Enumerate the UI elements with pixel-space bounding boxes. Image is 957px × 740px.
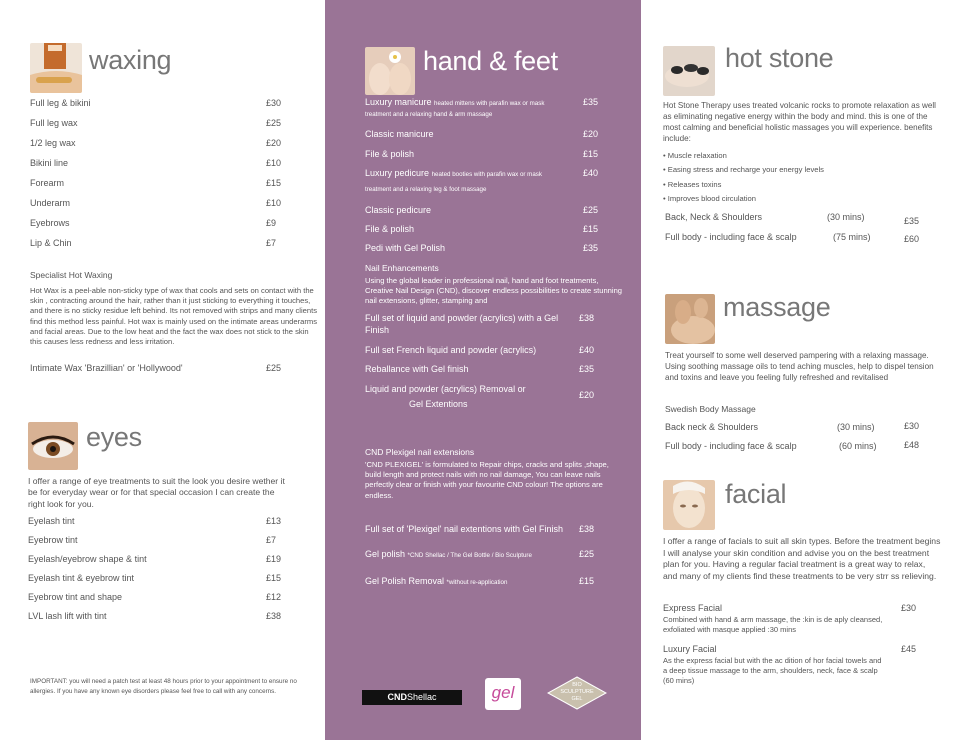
item-name: Luxury Facial	[663, 644, 717, 654]
benefit-item: • Improves blood circulation	[663, 194, 756, 203]
shellac-logo-text: Shellac	[406, 692, 437, 702]
item-price: £7	[266, 535, 277, 545]
right-column	[641, 0, 957, 740]
important-note: IMPORTANT: you will need a patch test at least 48 hours prior to your appointment to ensure no allergies. If you have any known eye disorders please feel free to call with any concerns.	[30, 678, 297, 695]
item-price: £35	[579, 364, 595, 374]
cnd-desc: 'CND PLEXIGEL' is formulated to Repair chips, cracks and splits ,shape, build length and protect nails with no nail damage, You can leave nails perfectly clear or finish with your favourite CND colour! The options are endless.	[365, 460, 609, 500]
item-price: £30	[901, 603, 917, 613]
waxing-heading: waxing	[89, 45, 172, 75]
cnd-logo-text: CND	[387, 692, 407, 702]
item-name: Express Facial	[663, 603, 723, 613]
item-price: £25	[266, 118, 282, 128]
item-name	[365, 168, 542, 178]
eyes-heading: eyes	[86, 422, 142, 452]
hand-feet-heading: hand & feet	[423, 46, 558, 76]
nail-enhancements-title: Nail Enhancements	[365, 263, 439, 273]
hot-waxing-title: Specialist Hot Waxing	[30, 270, 113, 280]
item-price: £25	[579, 549, 595, 559]
item-price: £45	[901, 644, 917, 654]
item-name-text: Luxury manicure	[365, 97, 432, 107]
nail-enhancements-desc: Using the global leader in professional nail, hand and foot treatments, Creative Nail Design (CND), discover endless possibilities to create stunning nail extensions, glitter, stamping and	[365, 276, 623, 306]
item-name: Eyelash tint & eyebrow tint	[28, 573, 135, 583]
item-price: £15	[579, 576, 595, 586]
item-name: Classic pedicure	[365, 205, 432, 215]
item-name: Pedi with Gel Polish	[365, 243, 446, 253]
item-price: £25	[583, 205, 599, 215]
waxing-image	[30, 43, 82, 93]
hot-stone-desc: Hot Stone Therapy uses treated volcanic rocks to promote relaxation as well as eliminating negative energy within the body and mind. this is one of the most calming and beneficial holistic massages you will experience. benefits include:	[663, 101, 936, 143]
item-price: £13	[266, 516, 282, 526]
bio-sculpture-logo	[547, 676, 607, 710]
item-note: *CND Shellac / The Gel Bottle / Bio Sculpture	[407, 552, 532, 559]
item-name: Full body - including face & scalp	[665, 232, 797, 242]
item-name: Back neck & Shoulders	[665, 422, 759, 432]
item-name: Bikini line	[30, 158, 69, 168]
item-name: Eyebrow tint	[28, 535, 78, 545]
item-price: £15	[266, 178, 282, 188]
hot-stone-image	[663, 46, 715, 96]
left-column	[0, 0, 325, 740]
item-name: Full leg wax	[30, 118, 78, 128]
item-price: £60	[904, 234, 920, 244]
eyes-image	[28, 422, 78, 470]
item-price: £7	[266, 238, 277, 248]
item-name: Full set of 'Plexigel' nail extentions with Gel Finish	[365, 524, 564, 534]
item-name: Intimate Wax 'Brazillian' or 'Hollywood'	[30, 363, 183, 373]
item-name: Eyelash tint	[28, 516, 75, 526]
item-price: £40	[579, 345, 595, 355]
facial-item-desc: Combined with hand & arm massage, the :kin is de aply cleansed, exfoliated with masque applied :30 mins	[663, 615, 883, 635]
massage-desc: Treat yourself to some well deserved pampering with a relaxing massage. Using soothing massage oils to tend aching muscles, help to dispel tension and toxins and leave you feeling fully refreshed and revitalised	[665, 351, 934, 382]
item-price: £10	[266, 158, 282, 168]
item-name	[365, 97, 544, 107]
item-price: £19	[266, 554, 282, 564]
item-price: £35	[583, 243, 599, 253]
item-name: 1/2 leg wax	[30, 138, 76, 148]
swedish-massage-title: Swedish Body Massage	[665, 404, 756, 414]
sculpture-logo-text: SCULPTURE	[560, 689, 594, 695]
massage-heading: massage	[723, 292, 831, 322]
facial-item-desc: As the express facial but with the ac dition of hor facial towels and a deep tissue massage to the arm, shoulders, neck, face & scalp (60 mins)	[663, 656, 882, 686]
item-price: £30	[904, 421, 920, 431]
item-price: £20	[266, 138, 282, 148]
hot-stone-heading: hot stone	[725, 43, 834, 73]
benefit-item: • Releases toxins	[663, 180, 722, 189]
item-price: £20	[583, 129, 599, 139]
item-name: Eyebrows	[30, 218, 70, 228]
item-name: LVL lash lift with tint	[28, 611, 107, 621]
item-name: Lip & Chin	[30, 238, 72, 248]
item-price: £10	[266, 198, 282, 208]
facial-heading: facial	[725, 479, 787, 509]
item-name: Full set French liquid and powder (acrylics)	[365, 345, 537, 355]
item-time: (30 mins)	[837, 422, 875, 432]
item-name: Classic manicure	[365, 129, 434, 139]
cnd-title: CND Plexigel nail extensions	[365, 447, 475, 457]
item-price: £20	[579, 390, 595, 400]
item-time: (60 mins)	[839, 441, 877, 451]
bio-logo-text: BIO	[572, 682, 582, 688]
item-price: £30	[266, 98, 282, 108]
item-price: £38	[579, 524, 595, 534]
item-name: Eyelash/eyebrow shape & tint	[28, 554, 147, 564]
item-price: £25	[266, 363, 282, 373]
item-name: Eyebrow tint and shape	[28, 592, 123, 602]
facial-desc: I offer a range of facials to suit all skin types. Before the treatment begins I will analyse your skin condition and advise you on the best treatment plan for you. Having a regular facial treatment is a great way to relax, and many of my clients find these treatments to be very strr ss relieving.	[663, 536, 941, 581]
massage-image	[665, 294, 715, 344]
item-name: Full body - including face & scalp	[665, 441, 797, 451]
item-name	[365, 549, 532, 559]
hands-note-line: treatment and a relaxing hand & arm massage	[365, 111, 493, 118]
item-note: *without re-application	[446, 579, 508, 586]
item-note: heated mittens with parafin wax or mask	[434, 100, 545, 107]
item-name-text: Gel Polish Removal	[365, 576, 445, 586]
item-name: Reballance with Gel finish	[365, 364, 469, 374]
gel-sub-logo-text: GEL	[571, 696, 583, 702]
middle-column	[325, 0, 641, 740]
item-note: heated booties with parafin wax or mask	[431, 171, 542, 178]
item-price: £38	[579, 313, 595, 323]
item-time: (30 mins)	[827, 212, 865, 222]
item-price: £15	[583, 224, 599, 234]
item-name-text: Gel polish	[365, 549, 406, 559]
hands-note-line: treatment and a relaxing leg & foot massage	[365, 186, 487, 193]
gel-logo-text: gel	[491, 683, 515, 702]
cnd-shellac-logo	[362, 690, 462, 705]
item-name: Back, Neck & Shoulders	[665, 212, 763, 222]
item-name: File & polish	[365, 224, 415, 234]
item-time: (75 mins)	[833, 232, 871, 242]
nail-row-line2: Gel Extentions	[409, 399, 468, 409]
item-price: £35	[583, 97, 599, 107]
item-name: Forearm	[30, 178, 65, 188]
hand-feet-image	[365, 47, 415, 95]
item-name	[365, 576, 507, 586]
gel-bottle-logo	[485, 678, 521, 710]
item-name: Underarm	[30, 198, 71, 208]
item-price: £38	[266, 611, 282, 621]
item-price: £48	[904, 440, 920, 450]
item-name: Liquid and powder (acrylics) Removal or	[365, 384, 526, 394]
item-name-text: Luxury pedicure	[365, 168, 430, 178]
item-price: £15	[266, 573, 282, 583]
item-name: Full set of liquid and powder (acrylics) with a Gel	[365, 313, 559, 323]
benefit-item: • Easing stress and recharge your energy levels	[663, 165, 824, 174]
item-price: £40	[583, 168, 599, 178]
item-name: File & polish	[365, 149, 415, 159]
item-price: £9	[266, 218, 277, 228]
item-name: Full leg & bikini	[30, 98, 91, 108]
item-price: £12	[266, 592, 282, 602]
hot-waxing-desc: Hot Wax is a peel-able non-sticky type of wax that cools and sets on contact with the skin , contracting around the hair, rather than it just sticking to everything it touches, and there is no sticky residue left behind. Its not removed with strips and many clients find this method less painful. Hot wax is mainly used on the intimate areas underarms and facial areas. Due to the low heat and the fact the wax does not stick to the skin this causes less redness and less irritation.	[30, 286, 318, 347]
benefit-item: • Muscle relaxation	[663, 151, 727, 160]
facial-image	[663, 480, 715, 530]
item-price: £15	[583, 149, 599, 159]
nail-row-line2: Finish	[365, 325, 390, 335]
item-price: £35	[904, 216, 920, 226]
eyes-intro: I offer a range of eye treatments to suit the look you desire wether it be for everyday wear or for that special occasion I can create the right look for you.	[28, 476, 285, 509]
